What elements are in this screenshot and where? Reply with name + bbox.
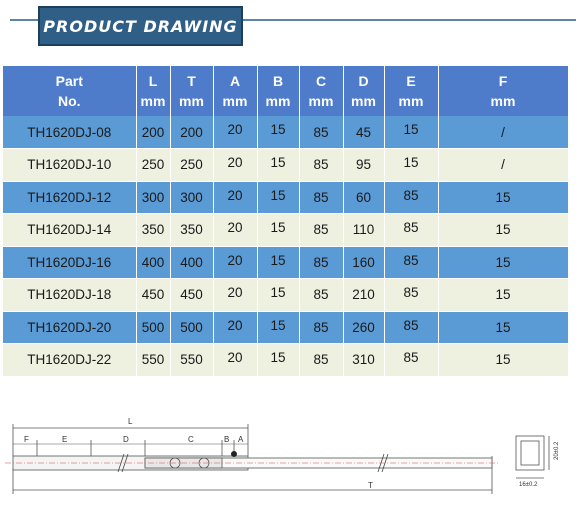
column-header [170, 66, 213, 116]
dim-label-c: C [188, 435, 194, 444]
dimension-cell: 260 [343, 311, 384, 344]
dim-label-a: A [238, 435, 244, 444]
dimension-cell: 400 [170, 246, 213, 279]
part-number-cell: TH1620DJ-10 [3, 149, 136, 182]
column-header-unit: mm [490, 93, 516, 109]
column-header-unit: mm [398, 93, 424, 109]
dimension-cell: 85 [299, 246, 343, 279]
column-header-unit: mm [308, 93, 334, 109]
table-row [3, 279, 568, 312]
dimension-cell: 15 [438, 181, 568, 214]
dimension-cell: 300 [136, 181, 170, 214]
column-header-label: Part [55, 73, 83, 89]
dimension-cell: 15 [438, 214, 568, 247]
dim-label-b: B [224, 435, 230, 444]
part-number-cell: TH1620DJ-08 [3, 116, 136, 149]
dimension-cell: 85 [384, 181, 438, 214]
dimension-cell: 85 [384, 214, 438, 247]
dimension-cell: 250 [170, 149, 213, 182]
dimension-cell: 20 [213, 246, 257, 279]
dimension-cell: 85 [299, 311, 343, 344]
column-header [257, 66, 299, 116]
column-header-unit: mm [222, 93, 248, 109]
column-header [299, 66, 343, 116]
dimension-cell: 15 [384, 149, 438, 182]
dimension-cell: 15 [257, 344, 299, 377]
column-header-label: T [187, 73, 196, 89]
column-header [213, 66, 257, 116]
dimension-cell: 20 [213, 181, 257, 214]
dimension-cell: 15 [257, 214, 299, 247]
dimension-cell: 15 [438, 246, 568, 279]
column-header-unit: mm [351, 93, 376, 109]
part-number-cell: TH1620DJ-20 [3, 311, 136, 344]
dimension-cell: 85 [384, 311, 438, 344]
product-drawing [0, 408, 581, 507]
dimension-cell: 85 [299, 279, 343, 312]
dimension-cell: 110 [343, 214, 384, 247]
dimension-cell: 15 [438, 311, 568, 344]
dimension-cell: 20 [213, 279, 257, 312]
table-body [3, 116, 568, 376]
dim-label-t: T [368, 481, 373, 490]
dimension-cell: 85 [384, 344, 438, 377]
dim-label-l: L [128, 417, 133, 426]
dimension-cell: / [438, 116, 568, 149]
column-header-label: F [498, 73, 508, 89]
dimension-cell: 15 [257, 246, 299, 279]
column-header [438, 66, 568, 116]
part-number-cell: TH1620DJ-14 [3, 214, 136, 247]
dim-label-e: E [62, 435, 68, 444]
dimension-cell: 45 [343, 116, 384, 149]
dimension-cell: 350 [136, 214, 170, 247]
column-header [3, 66, 136, 116]
column-header-unit: No. [57, 93, 81, 109]
column-header-label: L [148, 73, 158, 89]
dimension-cell: 450 [170, 279, 213, 312]
dimension-cell: 15 [257, 311, 299, 344]
section-title: PRODUCT DRAWING [43, 16, 238, 36]
table-row [3, 344, 568, 377]
dimension-cell: 20 [213, 116, 257, 149]
dimension-cell: 550 [170, 344, 213, 377]
dimension-cell: 310 [343, 344, 384, 377]
profile-height-label: 20±0.2 [554, 441, 560, 460]
dimension-cell: 350 [170, 214, 213, 247]
column-header [343, 66, 384, 116]
column-header-label: B [272, 73, 284, 89]
dimension-cell: 15 [257, 279, 299, 312]
spec-table [3, 66, 569, 377]
table-row [3, 181, 568, 214]
dim-label-f: F [24, 435, 29, 444]
column-header [384, 66, 438, 116]
dimension-cell: 85 [299, 149, 343, 182]
table-row [3, 214, 568, 247]
dimension-cell: 20 [213, 214, 257, 247]
dimension-cell: 15 [438, 344, 568, 377]
dimension-cell: 85 [299, 181, 343, 214]
dimension-cell: 550 [136, 344, 170, 377]
dimension-cell: 20 [213, 344, 257, 377]
dimension-cell: 60 [343, 181, 384, 214]
dimension-cell: 450 [136, 279, 170, 312]
column-header-unit: mm [179, 93, 204, 109]
dimension-cell: 15 [257, 116, 299, 149]
table-row [3, 149, 568, 182]
profile-width-label: 16±0.2 [519, 482, 538, 488]
dimension-cell: 160 [343, 246, 384, 279]
dimension-cell: 15 [257, 149, 299, 182]
dimension-cell: 200 [136, 116, 170, 149]
dimension-cell: 85 [384, 279, 438, 312]
dimension-cell: 500 [136, 311, 170, 344]
section-title-tab [38, 6, 243, 46]
column-header-unit: mm [265, 93, 291, 109]
table-row [3, 116, 568, 149]
dimension-cell: 15 [438, 279, 568, 312]
table-row [3, 311, 568, 344]
dimension-cell: 400 [136, 246, 170, 279]
stop-dot [231, 451, 237, 457]
dimension-cell: 95 [343, 149, 384, 182]
table-header-row [3, 66, 568, 116]
dimension-cell: / [438, 149, 568, 182]
dim-label-d: D [123, 435, 129, 444]
dimension-cell: 20 [213, 311, 257, 344]
dimension-cell: 500 [170, 311, 213, 344]
table-row [3, 246, 568, 279]
dimension-cell: 250 [136, 149, 170, 182]
dimension-cell: 85 [299, 344, 343, 377]
dimension-cell: 85 [299, 116, 343, 149]
column-header-label: D [358, 73, 369, 89]
dimension-cell: 300 [170, 181, 213, 214]
dimension-cell: 85 [299, 214, 343, 247]
dimension-cell: 15 [384, 116, 438, 149]
dimension-cell: 210 [343, 279, 384, 312]
column-header-label: C [315, 73, 327, 89]
column-header-label: A [229, 73, 241, 89]
dimension-cell: 20 [213, 149, 257, 182]
dimension-cell: 200 [170, 116, 213, 149]
part-number-cell: TH1620DJ-16 [3, 246, 136, 279]
column-header-label: E [406, 73, 416, 89]
column-header [136, 66, 170, 116]
part-number-cell: TH1620DJ-18 [3, 279, 136, 312]
dimension-cell: 85 [384, 246, 438, 279]
part-number-cell: TH1620DJ-12 [3, 181, 136, 214]
dimension-cell: 15 [257, 181, 299, 214]
part-number-cell: TH1620DJ-22 [3, 344, 136, 377]
column-header-unit: mm [140, 93, 166, 109]
